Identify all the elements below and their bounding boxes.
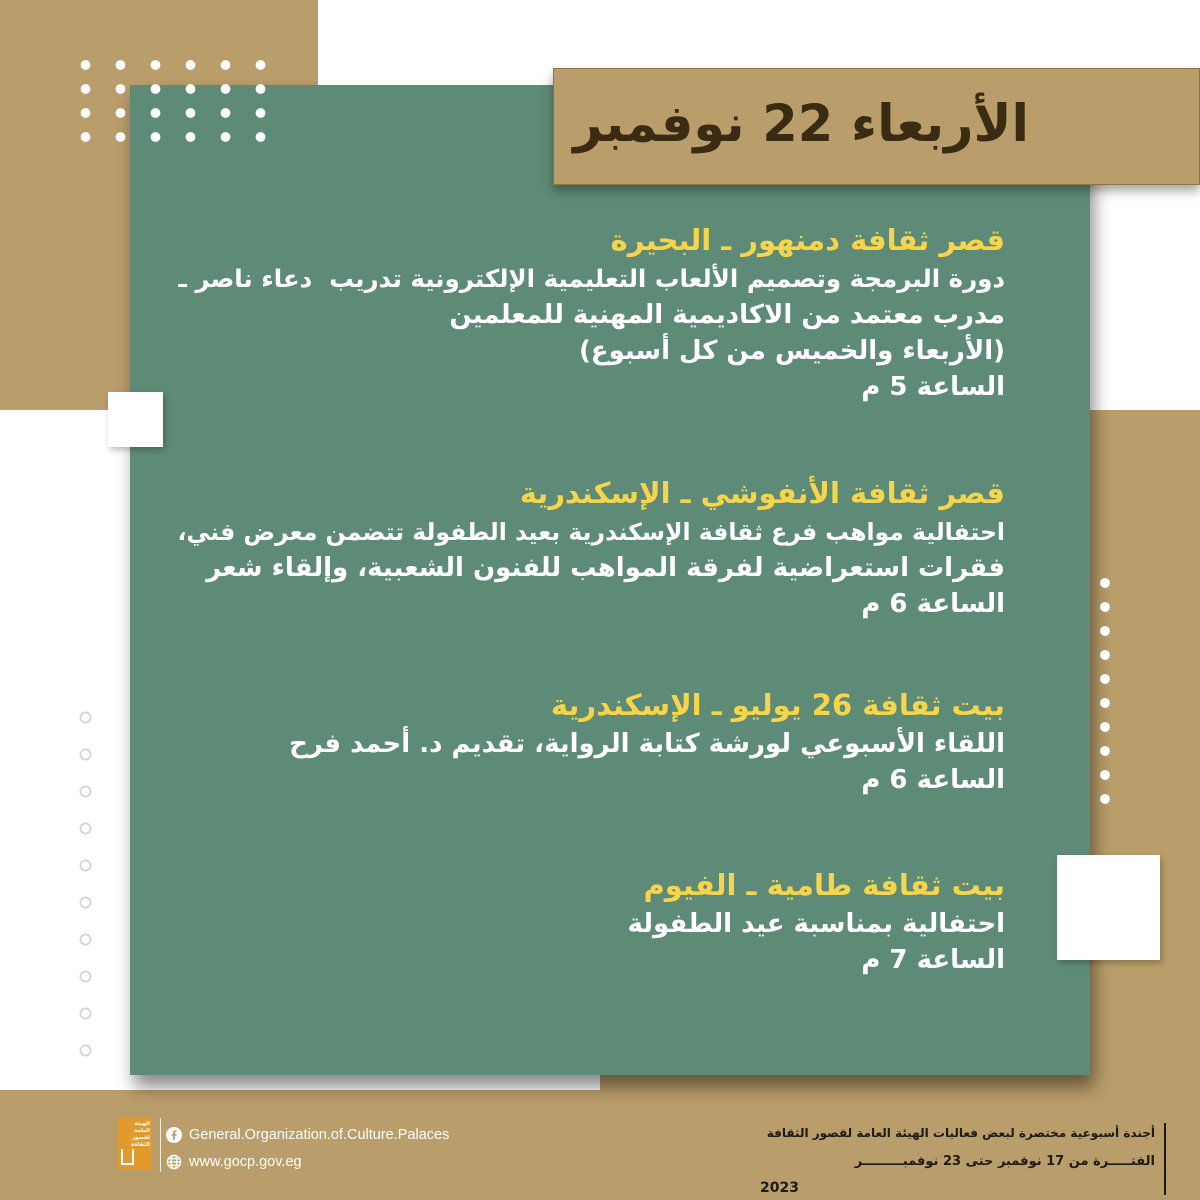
event-description: (الأربعاء والخميس من كل أسبوع) (578, 336, 1005, 366)
event-description: احتفالية بمناسبة عيد الطفولة (627, 909, 1005, 939)
facebook-icon (166, 1127, 182, 1143)
event-description: مدرب معتمد من الاكاديمية المهنية للمعلمين (449, 300, 1005, 330)
event-time: الساعة 5 م (861, 372, 1005, 402)
agenda-period: الفتـــــرة من 17 نوفمبر حتى 23 نوفمبـــــــــر (854, 1154, 1155, 1169)
event-block (289, 686, 1005, 798)
event-description: احتفالية مواهب فرع ثقافة الإسكندرية بعيد الطفولة تتضمن معرض فني، (177, 518, 1005, 546)
logo-lettering: الهيئة العامة لقصور الثقافة (130, 1121, 150, 1148)
footer-band (0, 1090, 1200, 1200)
footer-divider (160, 1118, 161, 1172)
website-url: www.gocp.gov.eg (189, 1154, 302, 1170)
event-time: الساعة 6 م (861, 589, 1005, 619)
logo-mark-icon (121, 1149, 134, 1165)
footer-divider (1164, 1123, 1166, 1195)
date-title: الأربعاء 22 نوفمبر (573, 95, 1029, 154)
event-block (628, 866, 1006, 978)
decorative-square-left (108, 392, 163, 447)
facebook-page-name: General.Organization.of.Culture.Palaces (189, 1127, 450, 1143)
venue-heading: قصر ثقافة الأنفوشي ـ الإسكندرية (519, 476, 1005, 510)
venue-heading: بيت ثقافة 26 يوليو ـ الإسكندرية (550, 688, 1005, 722)
event-block (178, 474, 1005, 622)
event-description: دورة البرمجة وتصميم الألعاب التعليمية الإلكترونية تدريب دعاء ناصر ـ (178, 264, 1005, 293)
event-block (178, 221, 1005, 405)
agenda-title: أجندة أسبوعية مختصرة لبعض فعاليات الهيئة العامة لقصور الثقافة (766, 1126, 1155, 1140)
agenda-year: 2023 (760, 1180, 799, 1196)
venue-heading: قصر ثقافة دمنهور ـ البحيرة (610, 223, 1005, 257)
decorative-square-right (1057, 855, 1160, 960)
organization-logo (118, 1118, 152, 1170)
date-banner (553, 68, 1200, 185)
event-time: الساعة 6 م (861, 765, 1005, 795)
event-time: الساعة 7 م (861, 945, 1005, 975)
event-description: فقرات استعراضية لفرقة المواهب للفنون الشعبية، وإلقاء شعر (206, 553, 1005, 583)
decorative-dot-column-left (67, 699, 104, 1069)
venue-heading: بيت ثقافة طامية ـ الفيوم (643, 868, 1005, 902)
decorative-dot-grid (68, 53, 278, 149)
globe-icon (166, 1154, 182, 1170)
event-description: اللقاء الأسبوعي لورشة كتابة الرواية، تقديم د. أحمد فرح (289, 729, 1005, 759)
decorative-dot-column-right (1093, 571, 1117, 811)
